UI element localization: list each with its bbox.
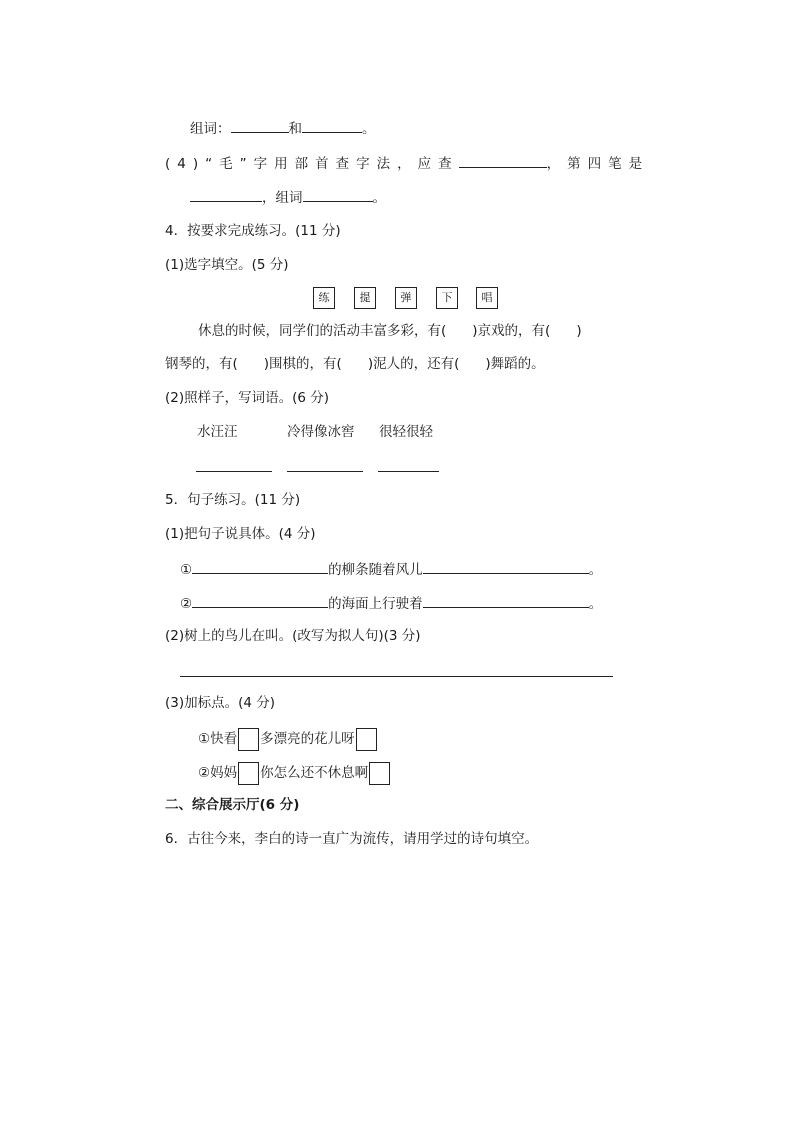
q5-sub2-title: (2)树上的鸟儿在叫。(改写为拟人句)(3 分) [165, 628, 421, 644]
q4-sub1-title: (1)选字填空。(5 分) [165, 257, 289, 273]
q5-sub3-title: (3)加标点。(4 分) [165, 695, 276, 711]
answer-blank[interactable] [190, 187, 262, 202]
char-box: 练 [313, 287, 335, 309]
q4-para-line1: 休息的时候，同学们的活动丰富多彩，有( )京戏的，有( ) [198, 323, 582, 339]
punct-box[interactable] [369, 762, 390, 785]
answer-blank[interactable] [378, 471, 439, 472]
q6-title: 6．古往今来，李白的诗一直广为流传，请用学过的诗句填空。 [165, 831, 539, 847]
answer-blank[interactable] [287, 471, 363, 472]
punct-box[interactable] [238, 762, 259, 785]
punct-box[interactable] [238, 728, 259, 751]
sentence-2: ② 的海面上行驶着 。 [180, 593, 602, 614]
answer-blank[interactable] [303, 187, 373, 202]
q3-4-line1: (4)“毛”字用部首查字法，应查 ，第四笔是 [165, 153, 649, 174]
q4-sub2-title: (2)照样子，写词语。(6 分) [165, 390, 330, 406]
char-box: 下 [436, 287, 458, 309]
answer-blank[interactable] [423, 593, 589, 608]
section2-title: 二、综合展示厅(6 分) [165, 797, 300, 813]
answer-blank[interactable] [423, 559, 589, 574]
example-word: 水汪汪 [197, 424, 238, 440]
q5-title: 5．句子练习。(11 分) [165, 492, 301, 508]
answer-blank[interactable] [192, 593, 328, 608]
answer-blank[interactable] [302, 118, 362, 133]
q5-sub1-title: (1)把句子说具体。(4 分) [165, 526, 316, 542]
punct-box[interactable] [356, 728, 377, 751]
example-word: 冷得像冰窖 [287, 424, 355, 440]
answer-blank[interactable] [196, 471, 272, 472]
q3-4-line2: ，组词 。 [190, 187, 386, 208]
answer-line[interactable] [180, 676, 613, 677]
he-text: 和 [288, 121, 302, 137]
char-box: 提 [354, 287, 376, 309]
zuci-label: 组词： [190, 121, 231, 137]
answer-blank[interactable] [459, 153, 547, 168]
q3-zuci-line: 组词： 和 。 [190, 118, 376, 139]
example-word: 很轻很轻 [379, 424, 433, 440]
punct-line-1: ①快看 多漂亮的花儿呀 [198, 727, 378, 751]
char-box: 弹 [395, 287, 417, 309]
sentence-1: ① 的柳条随着风儿 。 [180, 559, 602, 580]
punct-line-2: ②妈妈 你怎么还不休息啊 [198, 761, 391, 785]
q3-4-text: (4)“毛”字用部首查字法，应查 [165, 156, 459, 172]
char-box: 唱 [476, 287, 498, 309]
answer-blank[interactable] [231, 118, 289, 133]
q4-para-line2: 钢琴的，有( )围棋的，有( )泥人的，还有( )舞蹈的。 [165, 356, 545, 372]
q4-title: 4．按要求完成练习。(11 分) [165, 223, 341, 239]
answer-blank[interactable] [192, 559, 328, 574]
